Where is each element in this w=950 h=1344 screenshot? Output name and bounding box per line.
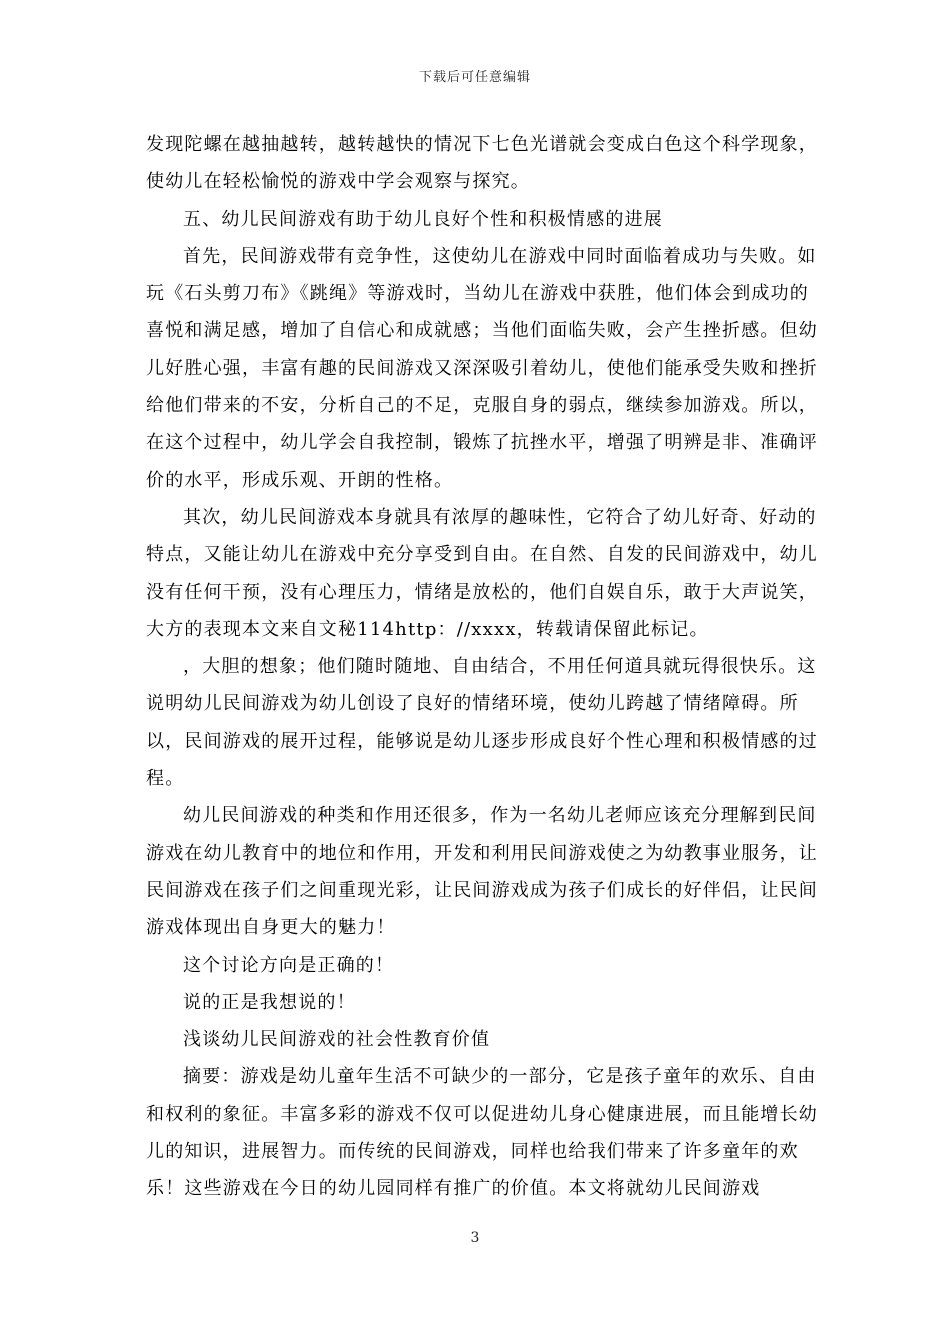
paragraph: ，大胆的想象；他们随时随地、自由结合，不用任何道具就玩得很快乐。这说明幼儿民间游戏为幼儿创设了良好的情绪环境，使幼儿跨越了情绪障碍。所以，民间游戏的展开过程，能够说是幼儿逐步形成良好个性心理和积极情感的过程。 [146,656,818,790]
paragraph: 说的正是我想说的！ [183,991,356,1013]
page-number: 3 [470,1230,480,1246]
abstract-paragraph: 摘要：游戏是幼儿童年生活不可缺少的一部分，它是孩子童年的欢乐、自由和权利的象征。丰富多彩的游戏不仅可以促进幼儿身心健康进展，而且能增长幼儿的知识，进展智力。而传统的民间游戏，同样也给我们带来了许多童年的欢乐！这些游戏在今日的幼儿园同样有推广的价值。本文将就幼儿民间游戏 [146,1066,818,1200]
body-text [146,126,826,1208]
paragraph: 这个讨论方向是正确的！ [183,954,395,976]
article-title: 浅谈幼儿民间游戏的社会性教育价值 [183,1029,491,1051]
page-header: 下载后可任意编辑 [418,70,531,85]
paragraph: 首先，民间游戏带有竞争性，这使幼儿在游戏中同时面临着成功与失败。如玩《石头剪刀布》《跳绳》等游戏时，当幼儿在游戏中获胜，他们体会到成功的喜悦和满足感，增加了自信心和成就感；当他们面临失败，会产生挫折感。但幼儿好胜心强，丰富有趣的民间游戏又深深吸引着幼儿，使他们能承受失败和挫折给他们带来的不安，分析自己的不足，克服自身的弱点，继续参加游戏。所以，在这个过程中，幼儿学会自我控制，锻炼了抗挫水平，增强了明辨是非、准确评价的水平，形成乐观、开朗的性格。 [146,245,818,491]
paragraph: 其次，幼儿民间游戏本身就具有浓厚的趣味性，它符合了幼儿好奇、好动的特点，又能让幼儿在游戏中充分享受到自由。在自然、自发的民间游戏中，幼儿没有任何干预，没有心理压力，情绪是放松的，他们自娱自乐，敢于大声说笑，大方的表现本文来自文秘114http：//xxxx，转载请保留此标记。 [146,506,818,640]
paragraph: 幼儿民间游戏的种类和作用还很多，作为一名幼儿老师应该充分理解到民间游戏在幼儿教育中的地位和作用，开发和利用民间游戏使之为幼教事业服务，让民间游戏在孩子们之间重现光彩，让民间游戏成为孩子们成长的好伴侣，让民间游戏体现出自身更大的魅力！ [146,805,818,939]
paragraph: 发现陀螺在越抽越转，越转越快的情况下七色光谱就会变成白色这个科学现象，使幼儿在轻松愉悦的游戏中学会观察与探究。 [146,134,818,193]
section-heading: 五、幼儿民间游戏有助于幼儿良好个性和积极情感的进展 [183,208,663,230]
